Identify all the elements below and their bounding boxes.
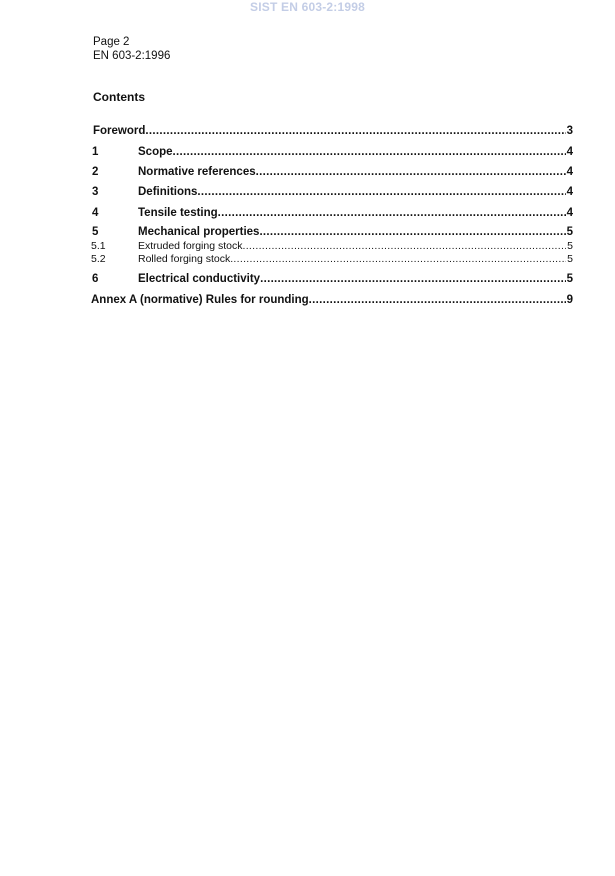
- toc-entry-title: Mechanical properties: [138, 226, 260, 238]
- contents-heading: Contents: [93, 90, 145, 104]
- toc-entry-tensile-testing[interactable]: [92, 206, 573, 220]
- toc-entry-definitions[interactable]: [92, 185, 573, 199]
- toc-leader: [145, 124, 565, 138]
- page-number: Page 2: [93, 36, 130, 48]
- toc-entry-page: 5: [567, 240, 573, 252]
- toc-leader: [173, 145, 566, 159]
- toc-entry-electrical-conductivity[interactable]: [92, 272, 573, 286]
- toc-entry-number: 5: [92, 226, 99, 238]
- toc-entry-extruded-forging-stock[interactable]: [91, 239, 573, 253]
- toc-entry-title: Definitions: [138, 186, 198, 198]
- toc-entry-page: 4: [566, 166, 573, 178]
- toc-leader: [242, 239, 566, 253]
- toc-entry-rolled-forging-stock[interactable]: [91, 252, 573, 266]
- toc-entry-annex-a[interactable]: [91, 293, 573, 307]
- toc-entry-number: 1: [92, 146, 99, 158]
- standard-reference: EN 603-2:1996: [93, 50, 171, 62]
- toc-entry-page: 4: [566, 186, 573, 198]
- toc-entry-title: Foreword: [93, 125, 146, 137]
- toc-entry-title: Scope: [138, 146, 173, 158]
- toc-leader: [309, 293, 566, 307]
- watermark: SIST EN 603-2:1998: [250, 0, 365, 14]
- toc-entry-number: 4: [92, 207, 99, 219]
- toc-leader: [197, 185, 565, 199]
- toc-entry-scope[interactable]: [92, 145, 573, 159]
- toc-leader: [260, 272, 566, 286]
- toc-entry-title: Tensile testing: [138, 207, 218, 219]
- toc-entry-title: Electrical conductivity: [138, 273, 261, 285]
- toc-entry-page: 5: [567, 253, 573, 265]
- toc-entry-number: 3: [92, 186, 99, 198]
- toc-entry-page: 4: [566, 146, 573, 158]
- toc-entry-foreword[interactable]: [93, 124, 573, 138]
- toc-entry-title: Rolled forging stock: [138, 253, 231, 265]
- toc-leader: [256, 165, 566, 179]
- toc-entry-title: Extruded forging stock: [138, 240, 243, 252]
- toc-entry-mechanical-properties[interactable]: [92, 225, 573, 239]
- toc-entry-number: 5.2: [91, 253, 106, 265]
- toc-entry-number: 2: [92, 166, 99, 178]
- toc-entry-normative-references[interactable]: [92, 165, 573, 179]
- toc-leader: [230, 252, 566, 266]
- toc-entry-page: 5: [566, 273, 573, 285]
- toc-entry-title: Normative references: [138, 166, 256, 178]
- page-header: [93, 35, 170, 63]
- toc-entry-number: 5.1: [91, 240, 106, 252]
- toc-leader: [218, 206, 566, 220]
- toc-entry-number: 6: [92, 273, 99, 285]
- toc-entry-page: 9: [566, 294, 573, 306]
- toc-entry-title: Annex A (normative) Rules for rounding: [91, 294, 309, 306]
- toc-leader: [259, 225, 565, 239]
- toc-entry-page: 4: [566, 207, 573, 219]
- toc-entry-page: 5: [566, 226, 573, 238]
- toc-entry-page: 3: [566, 125, 573, 137]
